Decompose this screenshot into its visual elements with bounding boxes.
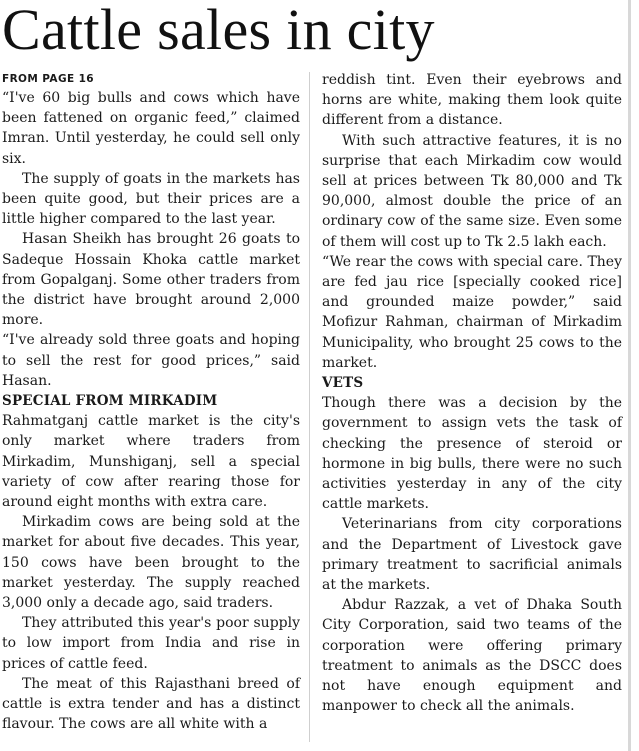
paragraph: They attributed this year's poor supply to low import from India and rise in prices of cattle feed. (2, 615, 300, 672)
paragraph: “I've 60 big bulls and cows which have been fattened on organic feed,” claimed Imran. Until yesterday, he could sell only six. (2, 90, 300, 167)
page-edge (628, 0, 631, 751)
paragraph: reddish tint. Even their eyebrows and horns are white, making them look quite different from a distance. (322, 72, 622, 129)
paragraph: Veterinarians from city corporations and the Department of Livestock gave primary treatment to sacrificial animals at the markets. (322, 516, 622, 594)
subhead: VETS (322, 375, 364, 392)
paragraph: Though there was a decision by the government to assign vets the task of checking the presence of steroid or hormone in big bulls, there were no such activities yesterday in any of the city cattle markets. (322, 395, 622, 513)
column-divider (309, 72, 310, 742)
paragraph: Mirkadim cows are being sold at the market for about five decades. This year, 150 cows have been brought to the market yesterday. The supply reached 3,000 only a decade ago, said traders. (2, 514, 300, 612)
paragraph: Abdur Razzak, a vet of Dhaka South City Corporation, said two teams of the corporation were offering primary treatment to animals as the DSCC does not have enough equipment and manpower to check all the animals. (322, 597, 622, 715)
paragraph: “I've already sold three goats and hoping to sell the rest for good prices,” said Hasan. (2, 332, 300, 389)
paragraph: The supply of goats in the markets has been quite good, but their prices are a little higher compared to the last year. (2, 170, 300, 228)
right-column (322, 70, 622, 717)
dateline: FROM PAGE 16 (2, 73, 95, 85)
paragraph: With such attractive features, it is no surprise that each Mirkadim cow would sell at prices between Tk 80,000 and Tk 90,000, almost double the price of an ordinary cow of the same size. Even some of them will cost up to Tk 2.5 lakh each. (322, 132, 622, 250)
paragraph: “We rear the cows with special care. They are fed jau rice [specially cooked rice] and grounded maize powder,” said Mofizur Rahman, chairman of Mirkadim Municipality, who brought 25 cows to the market. (322, 253, 622, 371)
paragraph: Hasan Sheikh has brought 26 goats to Sadeque Hossain Khoka cattle market from Gopalganj. Some other traders from the district have brought around 2,000 more. (2, 231, 300, 329)
left-column (2, 70, 300, 735)
subhead: SPECIAL FROM MIRKADIM (2, 393, 218, 410)
headline: Cattle sales in city (2, 0, 435, 62)
paragraph: Rahmatganj cattle market is the city's only market where traders from Mirkadim, Munshiganj, sell a special variety of cow after rearing those for around eight months with extra care. (2, 413, 300, 511)
paragraph: The meat of this Rajasthani breed of cattle is extra tender and has a distinct flavour. The cows are all white with a (2, 675, 300, 733)
